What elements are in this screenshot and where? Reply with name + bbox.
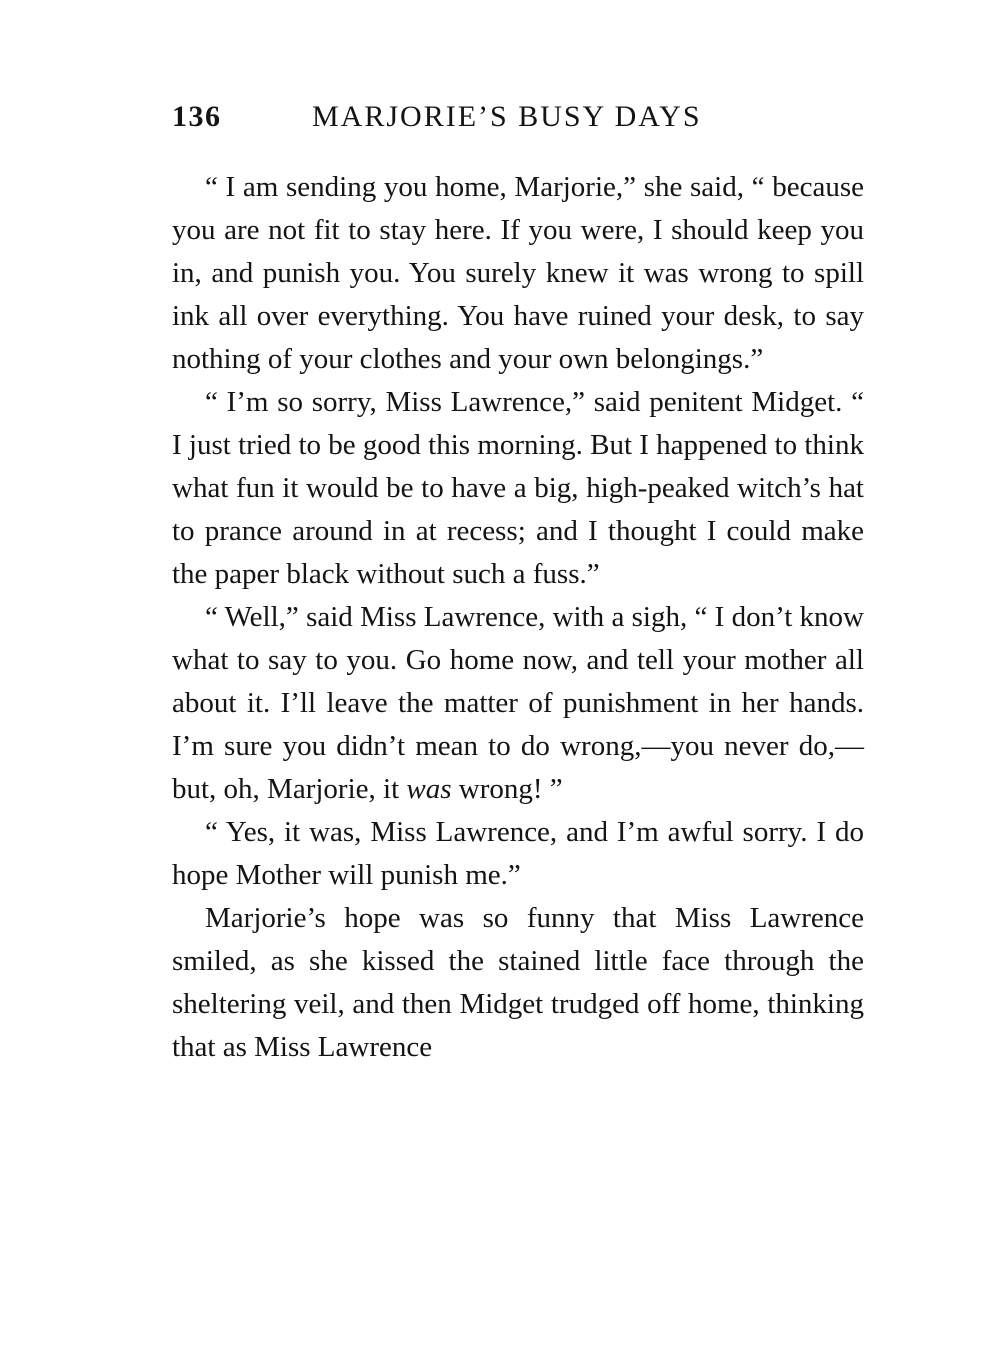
paragraph-text-end: wrong! ” xyxy=(451,773,563,805)
book-page xyxy=(172,100,864,1069)
paragraph-3 xyxy=(172,596,864,811)
paragraph-text: “ I am sending you home, Marjorie,” she said, “ because you are not fit to stay here. If you were, I should keep you in, and punish you. You surely knew it was wrong to spill ink all over everything. You have ruined your desk, to say nothing of your clothes and your own belongings.” xyxy=(172,171,864,375)
running-title: MARJORIE’S BUSY DAYS xyxy=(312,100,702,133)
paragraph-4 xyxy=(172,811,864,897)
running-head xyxy=(172,100,864,150)
body-text xyxy=(172,166,864,1069)
paragraph-text: “ I’m so sorry, Miss Lawrence,” said penitent Midget. “ I just tried to be good this morning. But I happened to think what fun it would be to have a big, high-peaked witch’s hat to prance around in at recess; and I thought I could make the paper black without such a fuss.” xyxy=(172,386,864,590)
paragraph-text: “ Yes, it was, Miss Lawrence, and I’m awful sorry. I do hope Mother will punish me.” xyxy=(172,816,864,891)
paragraph-text: Marjorie’s hope was so funny that Miss Lawrence smiled, as she kissed the stained little face through the sheltering veil, and then Midget trudged off home, thinking that as Miss Lawrence xyxy=(172,902,864,1063)
paragraph-1 xyxy=(172,166,864,381)
paragraph-text: “ Well,” said Miss Lawrence, with a sigh, “ I don’t know what to say to you. Go home now, and tell your mother all about it. I’ll leave the matter of punishment in her hands. I’m sure you didn’t mean to do wrong,—you never do,— but, oh, Marjorie, it xyxy=(172,601,864,805)
paragraph-5 xyxy=(172,897,864,1069)
paragraph-2 xyxy=(172,381,864,596)
page-number: 136 xyxy=(172,100,222,133)
emphasized-word: was xyxy=(406,773,452,805)
